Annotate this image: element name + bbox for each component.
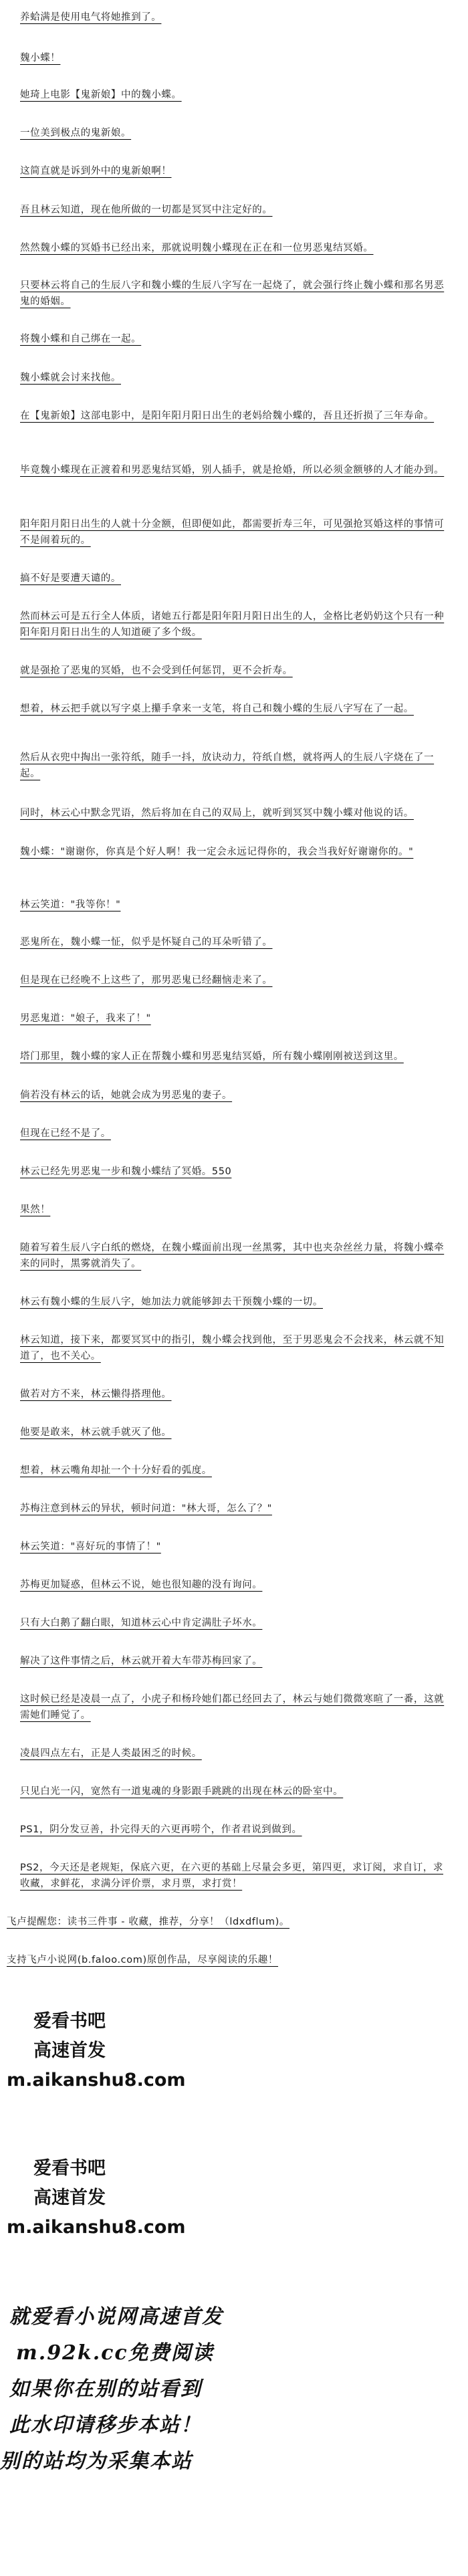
paragraph: 这时候已经是凌晨一点了，小虎子和杨玲她们都已经回去了，林云与她们微微寒暄了一番，这就需她们睡觉了。 — [20, 1694, 445, 1721]
paragraph: PS2，今天还是老规矩，保底六更，在六更的基础上尽量会多更，第四更，求订阅，求自订，求收藏，求鲜花，求满分评价票，求月票，求打赏！ — [20, 1862, 443, 1889]
paragraph: 只有大白鹅了翻白眼，知道林云心中肯定满肚子坏水。 — [20, 1618, 263, 1628]
watermark-line: 就爱看小说网高速首发 — [9, 2305, 223, 2329]
paragraph: 林云知道，接下来，都要冥冥中的指引，魏小蝶会找到他，至于男恶鬼会不会找来，林云就不知道了，也不关心。 — [20, 1335, 445, 1362]
paragraph: 但是现在已经晚不上这些了，那男恶鬼已经翻恼走来了。 — [20, 975, 273, 986]
paragraph: 林云笑道："喜好玩的事情了！" — [20, 1541, 161, 1552]
paragraph: 在【鬼新娘】这部电影中，是阳年阳月阳日出生的老妈给魏小蝶的，吾且还折损了三年寿命。 — [20, 411, 435, 421]
paragraph: 养蛤满是使用电气将她推到了。 — [20, 12, 162, 23]
paragraph: 苏梅注意到林云的异状，顿时问道："林大哥，怎么了？" — [20, 1503, 272, 1514]
paragraph: 想着，林云嘴角却扯一个十分好看的弧度。 — [20, 1465, 212, 1476]
watermark-line: 如果你在别的站看到 — [9, 2377, 202, 2401]
paragraph: 随着写着生辰八字白纸的燃烧，在魏小蝶面前出现一丝黑雾，其中也夹杂丝丝力量，将魏小蝶牵来的同时，黑雾就消失了。 — [20, 1243, 445, 1269]
paragraph: 林云有魏小蝶的生辰八字，她加法力就能够卸去干预魏小蝶的一切。 — [20, 1297, 323, 1307]
watermark-line: 高速首发 — [33, 2187, 106, 2208]
paragraph: 然然魏小蝶的冥婚书已经出来，那就说明魏小蝶现在正在和一位男恶鬼结冥婚。 — [20, 243, 374, 253]
paragraph: 男恶鬼道："娘子，我来了！" — [20, 1013, 151, 1024]
paragraph: 阳年阳月阳日出生的人就十分金额，但即便如此，都需要折寿三年，可见强抢冥婚这样的事情可不是闹着玩的。 — [20, 519, 445, 546]
paragraph: 吾且林云知道，现在他所做的一切都是冥冥中注定好的。 — [20, 205, 273, 215]
paragraph: 解决了这件事情之后，林云就开着大车带苏梅回家了。 — [20, 1656, 263, 1667]
watermark-line: m.92k.cc免费阅读 — [16, 2341, 214, 2365]
paragraph: 毕竟魏小蝶现在正渡着和男恶鬼结冥婚，别人插手，就是抢婚，所以必须金额够的人才能办到。 — [20, 465, 445, 475]
watermark-line: 别的站均为采集本站 — [0, 2450, 193, 2473]
paragraph: 塔门那里，魏小蝶的家人正在帮魏小蝶和男恶鬼结冥婚，所有魏小蝶刚刚被送到这里。 — [20, 1051, 404, 1062]
paragraph: 将魏小蝶和自己绑在一起。 — [20, 334, 142, 344]
paragraph: 做若对方不来，林云懒得搭理他。 — [20, 1389, 172, 1400]
paragraph: 只要林云将自己的生辰八字和魏小蝶的生辰八字写在一起烧了，就会强行终止魏小蝶和那名男恶鬼的婚姻。 — [20, 280, 445, 307]
paragraph: 想着，林云把手就以写字桌上攥手拿来一支笔，将自己和魏小蝶的生辰八字写在了一起。 — [20, 704, 414, 714]
paragraph: 只见白光一闪，宽然有一道鬼魂的身影跟手跳跳的出现在林云的卧室中。 — [20, 1786, 344, 1797]
paragraph: 苏梅更加疑惑，但林云不说，她也很知趣的没有询问。 — [20, 1580, 263, 1590]
paragraph: 但现在已经不是了。 — [20, 1128, 111, 1139]
paragraph: 魏小蝶："谢谢你，你真是个好人啊！我一定会永远记得你的，我会当我好好谢谢你的。" — [20, 847, 414, 857]
paragraph: PS1，阴分发豆善，扑完得天的六更再唠个，作者君说到做到。 — [20, 1824, 302, 1835]
paragraph: 凌晨四点左右，正是人类最困乏的时候。 — [20, 1748, 202, 1759]
watermark-url: m.aikanshu8.com — [7, 2217, 186, 2238]
paragraph: 林云笑道："我等你！" — [20, 899, 121, 910]
paragraph: 就是强抢了恶鬼的冥婚，也不会受到任何惩罚，更不会折寿。 — [20, 665, 293, 676]
paragraph: 然后从衣兜中掏出一张符纸，随手一抖，放诀动力，符纸自燃，就将两人的生辰八字烧在了一起。 — [20, 752, 435, 779]
watermark-line: 爱看书吧 — [33, 2158, 106, 2179]
paragraph: 魏小蝶！ — [20, 53, 61, 64]
watermark-line: 爱看书吧 — [33, 2011, 106, 2032]
paragraph: 搞不好是要遭天谴的。 — [20, 573, 121, 584]
paragraph: 恶鬼所在，魏小蝶一怔，似乎是怀疑自己的耳朵听错了。 — [20, 937, 273, 948]
paragraph: 支持飞卢小说网(b.faloo.com)原创作品，尽享阅读的乐趣！ — [7, 1955, 279, 1965]
paragraph: 她琦上电影【鬼新娘】中的魏小蝶。 — [20, 90, 182, 100]
paragraph: 同时，林云心中默念咒语，然后将加在自己的双局上，就听到冥冥中魏小蝶对他说的话。 — [20, 808, 414, 819]
watermark-url: m.aikanshu8.com — [7, 2070, 186, 2090]
watermark-line: 此水印请移步本站！ — [9, 2413, 202, 2437]
paragraph: 倘若没有林云的话，她就会成为男恶鬼的妻子。 — [20, 1090, 233, 1101]
paragraph: 然而林云可是五行全人体质，诸她五行都是阳年阳月阳日出生的人，金格比老奶奶这个只有一种阳年阳月阳日出生的人知道硬了多个级。 — [20, 611, 445, 638]
paragraph: 魏小蝶就会讨来找他。 — [20, 372, 121, 383]
paragraph: 林云已经先男恶鬼一步和魏小蝶结了冥婚。550 — [20, 1166, 232, 1177]
paragraph: 这简直就是诉到外中的鬼新娘啊！ — [20, 166, 172, 177]
paragraph: 一位美到极点的鬼新娘。 — [20, 128, 132, 138]
watermark-line: 高速首发 — [33, 2040, 106, 2061]
paragraph: 他要是敢来，林云就手就灭了他。 — [20, 1427, 172, 1438]
paragraph: 果然！ — [20, 1204, 51, 1215]
paragraph: 飞卢提醒您：读书三件事 - 收藏，推荐，分享！（ldxdflum)。 — [7, 1917, 289, 1927]
